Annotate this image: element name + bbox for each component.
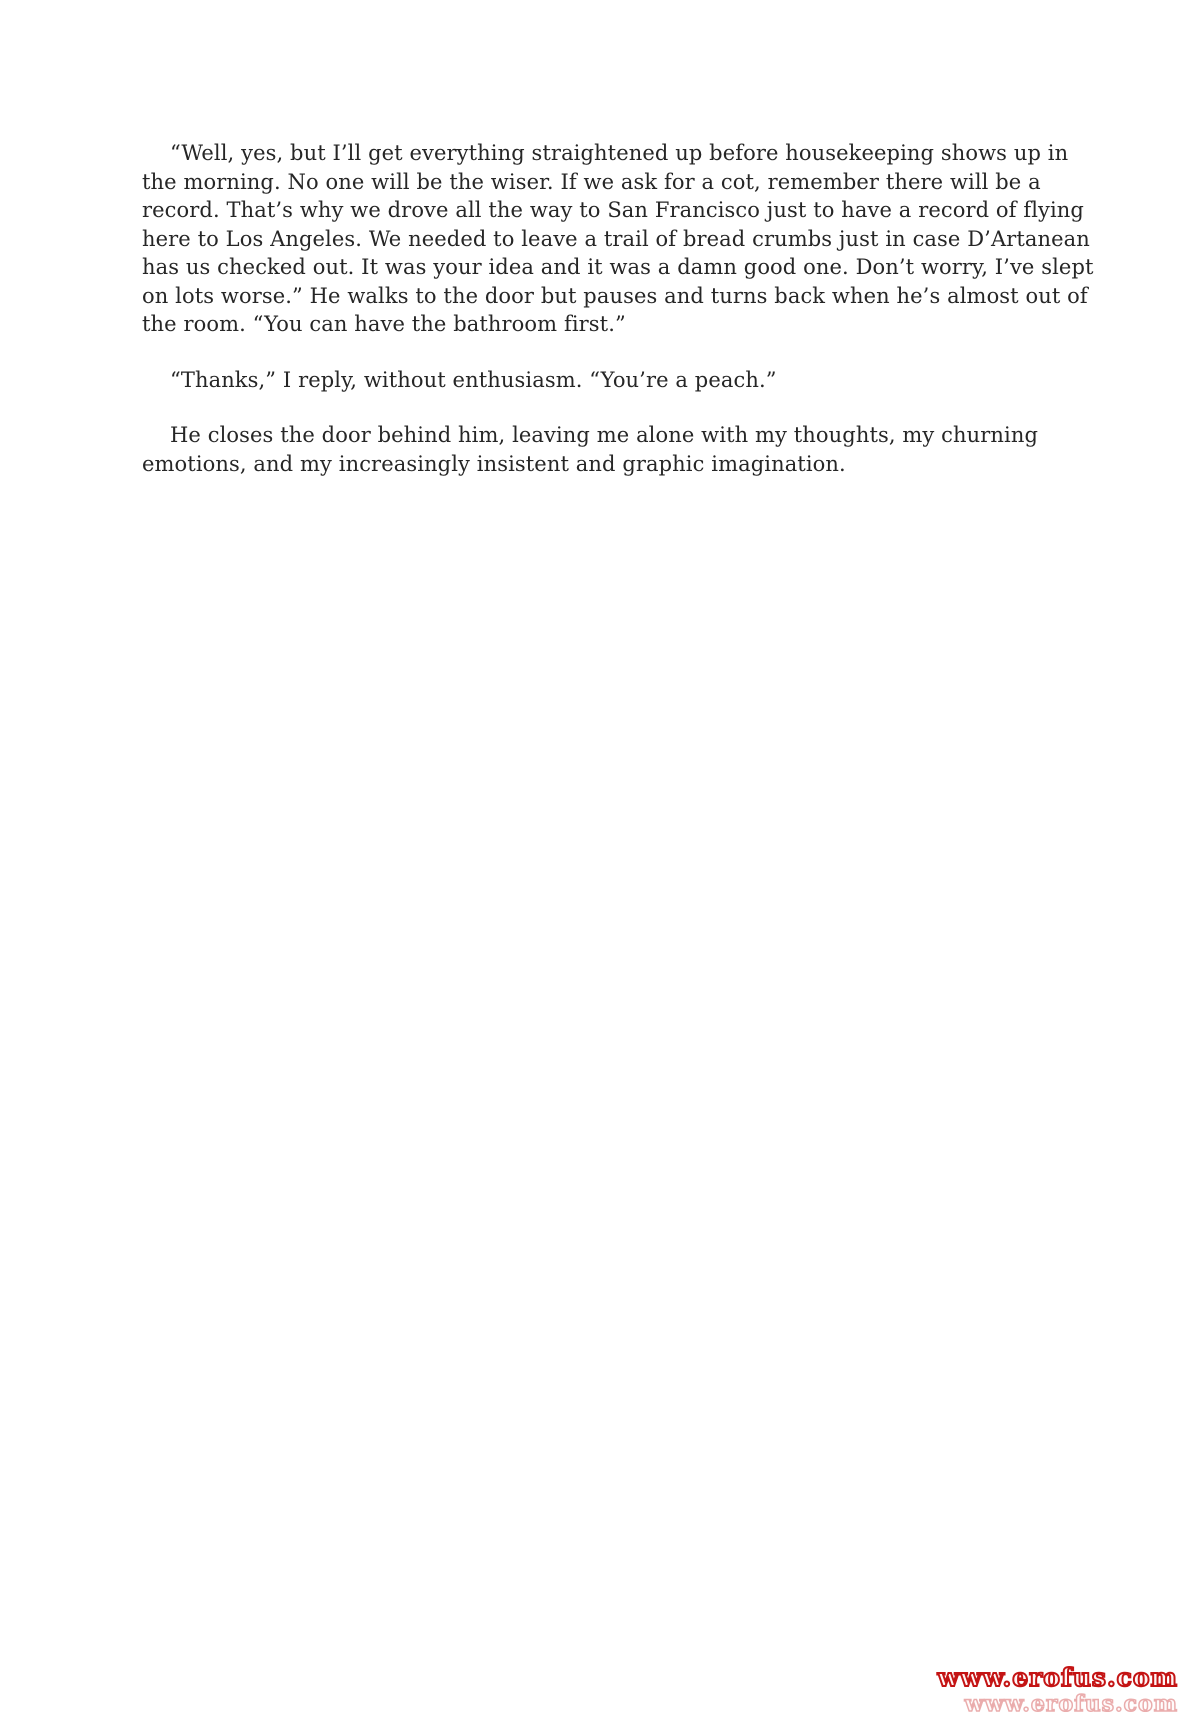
- paragraph: [142, 366, 1102, 395]
- text-line: “Well, yes, but I’ll get everything straightened up before housekeeping shows up in: [170, 141, 1069, 165]
- text-line: the morning. No one will be the wiser. If we ask for a cot, remember there will be a: [142, 169, 1041, 194]
- text-line: the room. “You can have the bathroom first.”: [142, 312, 626, 336]
- story-text: [142, 139, 1102, 505]
- text-line: has us checked out. It was your idea and it was a damn good one. Don’t worry, I’ve slept: [142, 255, 1094, 279]
- text-line: “Thanks,” I reply, without enthusiasm. “You’re a peach.”: [170, 367, 777, 392]
- text-line: He closes the door behind him, leaving me alone with my thoughts, my churning: [170, 423, 1039, 447]
- paragraph: [142, 421, 1102, 478]
- text-line: here to Los Angeles. We needed to leave a trail of bread crumbs just in case D’Artanean: [142, 226, 1090, 251]
- site-watermark: www.erofus.com: [937, 1663, 1178, 1692]
- text-line: record. That’s why we drove all the way to San Francisco just to have a record of flying: [142, 198, 1084, 222]
- text-line: on lots worse.” He walks to the door but pauses and turns back when he’s almost out of: [142, 283, 1088, 308]
- paragraph: [142, 139, 1102, 339]
- site-watermark-echo: www.erofus.com: [964, 1691, 1178, 1717]
- text-line: emotions, and my increasingly insistent and graphic imagination.: [142, 451, 846, 476]
